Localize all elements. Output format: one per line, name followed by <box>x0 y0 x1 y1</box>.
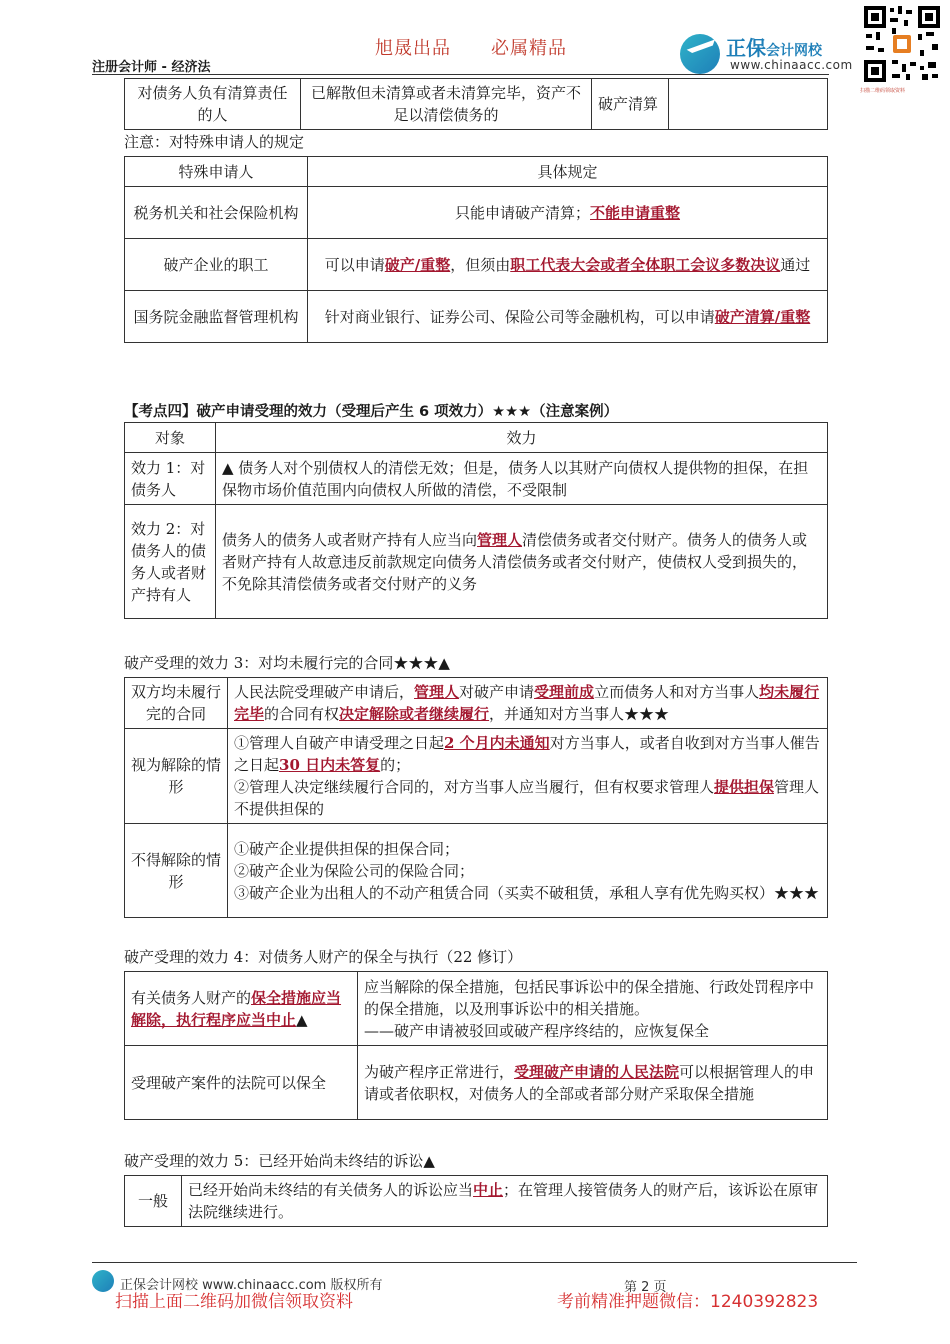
footer-logo-icon <box>92 1270 114 1292</box>
highlight-text: 破产清算/重整 <box>714 307 811 326</box>
text-span: ①管理人自破产申请受理之日起 <box>234 734 445 752</box>
highlight-text: 均未履行完毕 <box>234 683 820 723</box>
text-span: 管理人不提供担保的 <box>234 778 820 818</box>
table-cell: 国务院金融监督管理机构 <box>125 291 308 343</box>
text-span: 清偿债务或者交付财产。债务人的债务人或者财产持有人故意违反前款规定向债务人清偿债务或者交付财产，使债权人受到损失的，不免除其清偿债务或者交付财产的义务 <box>222 530 808 593</box>
text-span: ②破产企业为保险公司的保险合同； <box>234 861 475 880</box>
applicant-table-continued <box>124 78 828 130</box>
text-span: 应当解除的保全措施，包括民事诉讼中的保全措施、行政处罚程序中的保全措施，以及刑事诉讼中的相关措施。 <box>364 977 815 1018</box>
table-cell: 效力 2：对债务人的债务人或者财产持有人 <box>125 505 216 619</box>
header-course-title: 注册会计师 - 经济法 <box>92 60 211 75</box>
column-header: 对象 <box>125 423 216 453</box>
text-span: ；在管理人接管债务人的财产后，该诉讼在原审法院继续进行。 <box>188 1181 819 1221</box>
footer-copyright: 正保会计网校 www.chinaacc.com 版权所有 <box>120 1278 383 1293</box>
table-row <box>125 505 828 619</box>
qr-caption: 扫描二维码领取资料 <box>860 88 906 94</box>
effect-5-title: 破产受理的效力 5：已经开始尚未终结的诉讼▲ <box>124 1152 435 1170</box>
effect-5-table <box>124 1175 828 1227</box>
table-cell: 税务机关和社会保险机构 <box>125 187 308 239</box>
text-span: 可以申请 <box>324 255 385 274</box>
table-cell <box>125 972 358 1046</box>
table-cell <box>228 678 828 729</box>
effect-3-title: 破产受理的效力 3：对均未履行完的合同★★★▲ <box>124 654 450 672</box>
table-row <box>125 729 828 824</box>
section-heading-4: 【考点四】破产申请受理的效力（受理后产生 6 项效力）★★★（注意案例） <box>124 404 619 420</box>
table-cell <box>308 291 828 343</box>
table-cell: 效力 1：对债务人 <box>125 453 216 505</box>
text-span: ——破产申请被驳回或破产程序终结的，应恢复保全 <box>364 1021 710 1040</box>
text-span: 对破产申请 <box>459 683 535 701</box>
table-cell: 不得解除的情形 <box>125 824 228 918</box>
text-span: 可以根据管理人的申请或者依职权，对债务人的全部或者部分财产采取保全措施 <box>364 1062 815 1103</box>
logo-sub: 会计网校 <box>766 43 822 59</box>
table-cell: 一般 <box>125 1176 182 1227</box>
highlight-text: 决定解除或者继续履行 <box>339 705 490 723</box>
text-span: 债务人的债务人或者财产持有人应当向 <box>222 530 478 549</box>
table-cell: 双方均未履行完的合同 <box>125 678 228 729</box>
footer-promo-right: 考前精准押题微信：1240392823 <box>557 1292 819 1312</box>
text-span: 的； <box>380 756 411 774</box>
header-slogan-1: 旭晟出品 <box>375 38 451 59</box>
text-span: ▲ <box>296 1010 308 1029</box>
table-row <box>125 79 828 130</box>
table-cell <box>669 79 828 130</box>
highlight-text: 2 个月内未通知 <box>444 734 550 752</box>
highlight-text: 受理破产申请的人民法院 <box>514 1062 680 1081</box>
table-cell <box>228 824 828 918</box>
header-slogan-2: 必属精品 <box>491 38 567 59</box>
table-cell: 对债务人负有清算责任的人 <box>125 79 301 130</box>
text-span: 只能申请破产清算； <box>454 203 590 222</box>
table-cell <box>308 239 828 291</box>
table-row <box>125 453 828 505</box>
table-cell <box>228 729 828 824</box>
text-span: 已经开始尚未终结的有关债务人的诉讼应当 <box>188 1181 474 1199</box>
effects-table <box>124 422 828 619</box>
table-cell <box>216 505 828 619</box>
highlight-text: 保全措施应当解除，执行程序应当中止 <box>131 988 342 1029</box>
highlight-text: 中止 <box>473 1181 504 1199</box>
text-span: 通过 <box>780 255 811 274</box>
table-cell <box>182 1176 828 1227</box>
highlight-text: 破产/重整 <box>384 255 451 274</box>
logo-url: www.chinaacc.com <box>730 58 853 72</box>
effect-4-title: 破产受理的效力 4：对债务人财产的保全与执行（22 修订） <box>124 948 523 966</box>
effect-3-table <box>124 677 828 918</box>
table-row <box>125 678 828 729</box>
footer-promo-left: 扫描上面二维码加微信领取资料 <box>115 1292 353 1312</box>
table-header-row <box>125 157 828 187</box>
highlight-text: 受理前成 <box>534 683 595 701</box>
logo-icon <box>680 34 720 74</box>
page-number: 第 2 页 <box>624 1280 667 1295</box>
text-span: ③破产企业为出租人的不动产租赁合同（买卖不破租赁，承租人享有优先购买权）★★★ <box>234 883 820 902</box>
text-span: 立而债务人和对方当事人 <box>594 683 760 701</box>
table-row <box>125 972 828 1046</box>
table-row <box>125 291 828 343</box>
text-span: ①破产企业提供担保的担保合同； <box>234 839 460 858</box>
text-span: 人民法院受理破产申请后， <box>234 683 415 701</box>
highlight-text: 职工代表大会或者全体职工会议多数决议 <box>510 255 781 274</box>
footer-divider <box>92 1262 857 1263</box>
text-span: ②管理人决定继续履行合同的，对方当事人应当履行，但有权要求管理人 <box>234 778 715 796</box>
text-span: 针对商业银行、证券公司、保险公司等金融机构，可以申请 <box>324 307 715 326</box>
logo-main: 正保 <box>726 36 766 60</box>
highlight-text: 30 日内未答复 <box>279 756 381 774</box>
text-span: ，并通知对方当事人★★★ <box>489 705 670 723</box>
highlight-text: 不能申请重整 <box>590 203 681 222</box>
highlight-text: 管理人 <box>477 530 523 549</box>
table-cell <box>308 187 828 239</box>
text-span: 为破产程序正常进行， <box>364 1062 515 1081</box>
table-cell <box>358 1046 828 1120</box>
note-special-applicants: 注意：对特殊申请人的规定 <box>124 133 305 151</box>
highlight-text: 提供担保 <box>714 778 775 796</box>
column-header: 效力 <box>216 423 828 453</box>
table-row <box>125 239 828 291</box>
chinaacc-logo[interactable] <box>680 32 860 76</box>
text-span: 的合同有权 <box>264 705 340 723</box>
column-header: 具体规定 <box>308 157 828 187</box>
table-cell: 视为解除的情形 <box>125 729 228 824</box>
table-cell: 已解散但未清算或者未清算完毕，资产不足以清偿债务的 <box>301 79 592 130</box>
table-cell <box>358 972 828 1046</box>
table-cell: ▲ 债务人对个别债权人的清偿无效；但是，债务人以其财产向债权人提供物的担保，在担保物市场价值范围内向债权人所做的清偿，不受限制 <box>216 453 828 505</box>
special-applicants-table <box>124 156 828 343</box>
highlight-text: 管理人 <box>414 683 460 701</box>
text-span: ，但须由 <box>450 255 511 274</box>
qr-code-icon <box>862 4 942 84</box>
table-header-row <box>125 423 828 453</box>
table-row <box>125 1176 828 1227</box>
text-span: 对方当事人，或者自收到对方当事人催告之日起 <box>234 734 820 774</box>
table-row <box>125 187 828 239</box>
column-header: 特殊申请人 <box>125 157 308 187</box>
table-row <box>125 1046 828 1120</box>
table-cell: 破产企业的职工 <box>125 239 308 291</box>
table-cell: 受理破产案件的法院可以保全 <box>125 1046 358 1120</box>
effect-4-table <box>124 971 828 1120</box>
table-cell: 破产清算 <box>592 79 669 130</box>
table-row <box>125 824 828 918</box>
text-span: 有关债务人财产的 <box>131 988 252 1007</box>
header-slogan <box>375 34 607 60</box>
